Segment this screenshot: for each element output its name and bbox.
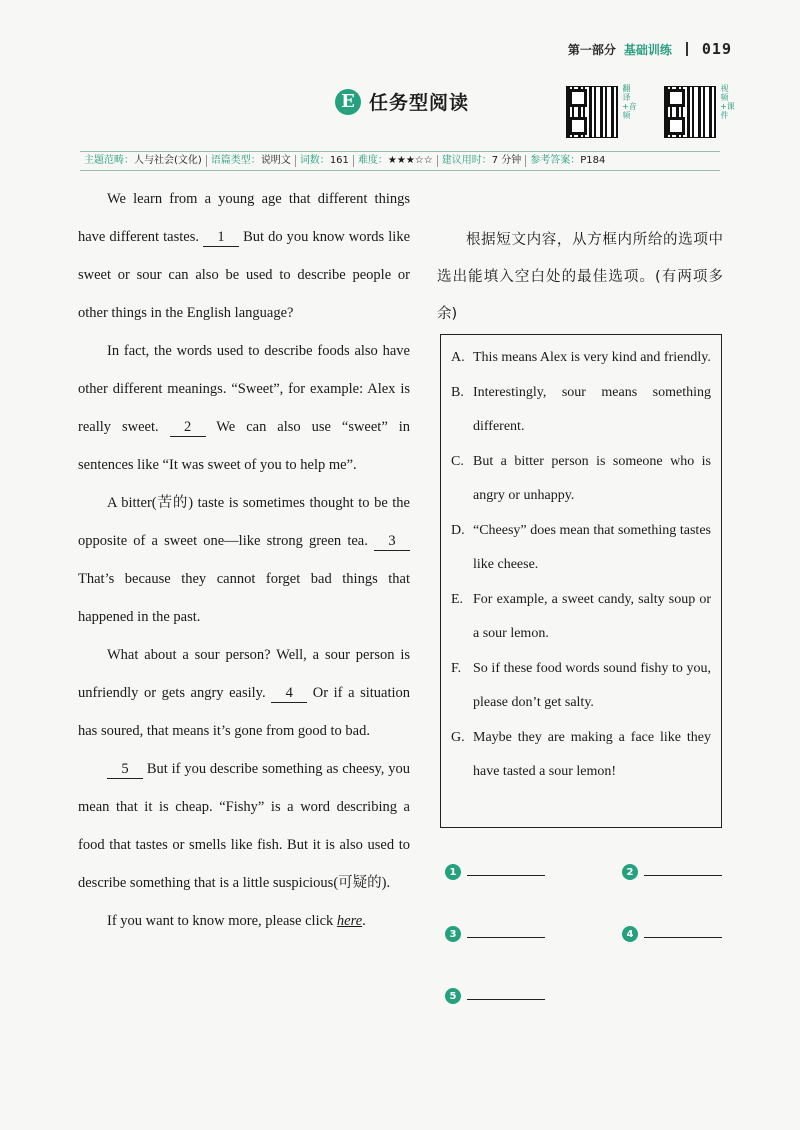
option-b: B. Interestingly, sour means something different. — [451, 384, 711, 434]
paragraph-5: 5 But if you describe something as cheesy, you mean that it is cheap. “Fishy” is a word describing a food that tastes or smells like fish. But it is also used to describe something that is a little suspicious(可疑的). — [78, 761, 410, 891]
answer-5[interactable] — [445, 988, 545, 1004]
qr-code-translation[interactable] — [566, 86, 618, 138]
answer-line[interactable] — [467, 998, 545, 1000]
part-label: 第一部分 — [567, 42, 616, 57]
meta-difficulty: 难度：★★★☆☆ — [354, 155, 438, 167]
option-a: A. This means Alex is very kind and friendly. — [451, 350, 711, 365]
answer-line[interactable] — [644, 874, 722, 876]
option-c: C. But a bitter person is someone who is angry or unhappy. — [451, 453, 711, 503]
meta-theme: 主题范畴：人与社会(文化) — [80, 155, 207, 167]
qr-label-translation: 翻译+音频 — [622, 84, 637, 120]
blank-3: 3 — [374, 532, 410, 551]
answer-3[interactable] — [445, 926, 545, 942]
answer-4[interactable] — [622, 926, 722, 942]
here-link[interactable]: here — [336, 913, 363, 929]
paragraph-4: What about a sour person? Well, a sour person is unfriendly or gets angry easily. 4 Or if a situation has soured, that means it’s gone from good to bad. — [78, 647, 411, 739]
answer-number-1: 1 — [445, 864, 461, 880]
meta-time: 建议用时：7 分钟 — [438, 155, 527, 167]
section-badge: E — [335, 89, 361, 115]
option-d: D. “Cheesy” does mean that something tastes like cheese. — [451, 522, 711, 572]
blank-5: 5 — [107, 760, 143, 779]
reading-passage — [78, 180, 410, 940]
answer-2[interactable] — [622, 864, 722, 880]
section-title: 任务型阅读 — [369, 92, 470, 114]
instruction: 根据短文内容，从方框内所给的选项中选出能填入空白处的最佳选项。(有两项多余) — [437, 232, 723, 322]
section-title-group — [335, 88, 469, 115]
answer-number-5: 5 — [445, 988, 461, 1004]
page-header — [568, 40, 732, 58]
option-f: F. So if these food words sound fishy to you, please don’t get salty. — [451, 660, 711, 710]
section-label: 基础训练 — [623, 42, 672, 57]
meta-answer-ref: 参考答案：P184 — [530, 155, 606, 166]
qr-label-video: 视频+课件 — [720, 84, 735, 120]
paragraph-1: We learn from a young age that different things have different tastes. 1 But do you know words like sweet or sour can also be used to describe people or other things in the English language? — [78, 191, 411, 321]
answer-number-2: 2 — [622, 864, 638, 880]
paragraph-2: In fact, the words used to describe foods also have other different meanings. “Sweet”, for example: Alex is really sweet. 2 We can also use “sweet” in sentences like “It was sweet of you to help me”. — [78, 343, 410, 473]
options-box — [440, 334, 722, 828]
qr-code-video[interactable] — [664, 86, 716, 138]
answer-number-4: 4 — [622, 926, 638, 942]
option-e: E. For example, a sweet candy, salty soup or a sour lemon. — [451, 591, 711, 641]
page-number: 019 — [701, 40, 732, 58]
answer-number-3: 3 — [445, 926, 461, 942]
option-g: G. Maybe they are making a face like they have tasted a sour lemon! — [451, 729, 711, 779]
meta-bar — [80, 151, 720, 171]
answer-line[interactable] — [644, 936, 722, 938]
meta-genre: 语篇类型：说明文 — [207, 155, 296, 167]
blank-2: 2 — [170, 418, 206, 437]
blank-1: 1 — [203, 228, 239, 247]
answer-line[interactable] — [467, 936, 545, 938]
meta-word-count: 词数：161 — [296, 155, 354, 167]
paragraph-3: A bitter(苦的) taste is sometimes thought to be the opposite of a sweet one—like strong green tea. 3 That’s because they cannot forget bad things that happened in the past. — [78, 495, 410, 625]
header-divider — [686, 42, 688, 56]
answer-1[interactable] — [445, 864, 545, 880]
answer-line[interactable] — [467, 874, 545, 876]
blank-4: 4 — [271, 684, 307, 703]
paragraph-6: If you want to know more, please click here. — [107, 913, 366, 929]
